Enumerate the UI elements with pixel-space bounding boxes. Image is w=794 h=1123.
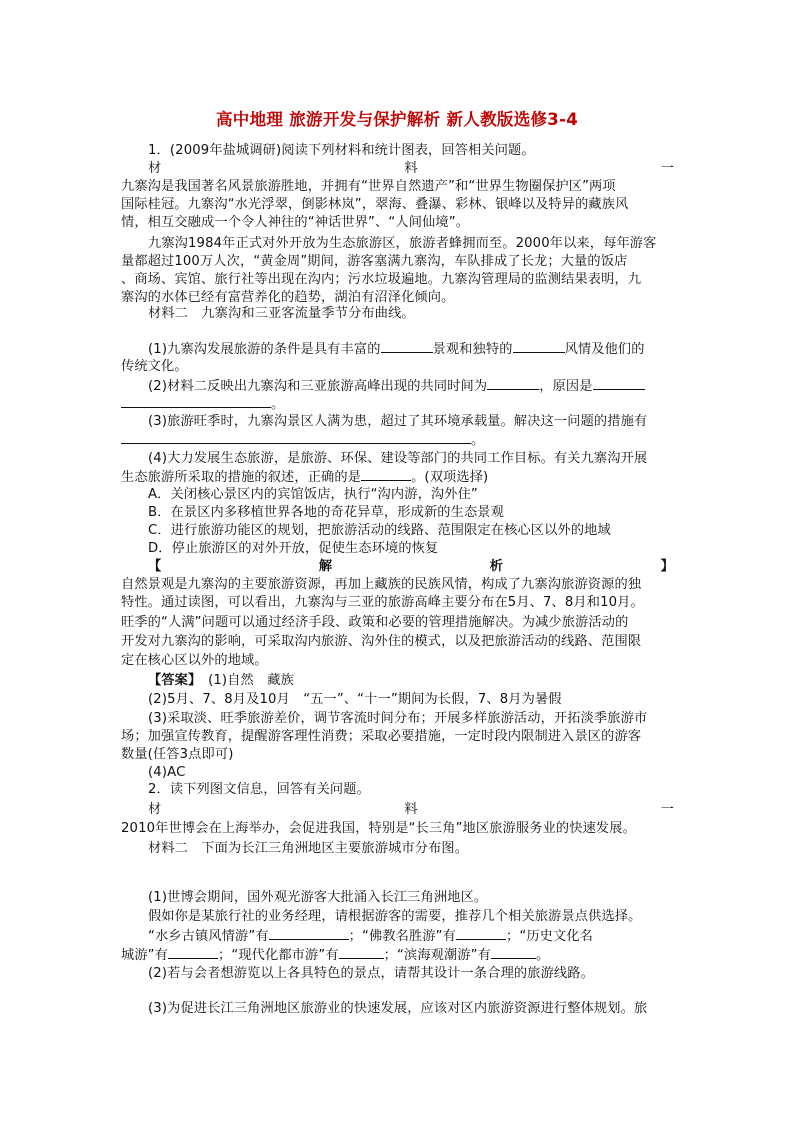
answer-blank [269, 927, 349, 940]
q2-intro: 2．读下列图文信息，回答有关问题。 [148, 782, 370, 797]
q1-material1-text: 九寨沟是我国著名风景旅游胜地，并拥有“世界自然遗产”和“世界生物圈保护区”两项 [121, 179, 616, 194]
q1-sub2-cont: 。 [121, 395, 674, 413]
q1-sub1: (1)九寨沟发展旅游的条件是具有丰富的 景观和独特的 风情及他们的 [148, 342, 645, 357]
answer-line-3: 数量(任答3点即可) [121, 747, 234, 762]
analysis-text: 定在核心区以外的地域。 [121, 653, 268, 668]
q2-material1-text: 2010年世博会在上海举办，会促进我国，特别是“长三角”地区旅游服务业的快速发展。 [121, 821, 636, 836]
answer-blank [361, 468, 411, 481]
analysis-label: 【 解 析 】 [148, 559, 674, 574]
page-title: 高中地理 旅游开发与保护解析 新人教版选修3-4 [216, 110, 578, 129]
answer-line-1: 【答案】 (1)自然 藏族 [148, 673, 294, 688]
q2-sub1: (1)世博会期间，国外观光游客大批涌入长江三角洲地区。 [148, 890, 488, 905]
answer-blank [487, 377, 539, 390]
q1-material1-text: 情，相互交融成一个令人神往的“神话世界”、“人间仙境”。 [121, 215, 470, 230]
answer-blank [168, 946, 218, 959]
q2-sub1-blanks: “水乡古镇风情游”有 ；“佛教名胜游”有 ；“历史文化名 [148, 929, 594, 944]
analysis-text: 开发对九寨沟的影响，可采取沟内旅游、沟外住的模式，以及把旅游活动的线路、范围限 [121, 634, 642, 649]
analysis-text: 特性。通过读图，可以看出，九寨沟与三亚的旅游高峰主要分布在5月、7、8月和10月。 [121, 595, 644, 610]
q1-material1-label: 材 料 一 [148, 161, 674, 176]
q1-material1-para2: 量都超过100万人次，“黄金周”期间，游客塞满九寨沟，车队排成了长龙；大量的饭店 [121, 254, 628, 269]
answer-label: 【答案】 [148, 673, 195, 688]
q1-sub1-cont: 传统文化。 [121, 359, 188, 374]
q1-material1-text: 国际桂冠。九寨沟“水光浮翠，倒影林岚”，翠海、叠瀑、彩林、银峰以及特异的藏族风 [121, 197, 629, 212]
q1-intro: 1．(2009年盐城调研)阅读下列材料和统计图表，回答相关问题。 [148, 143, 535, 158]
answer-line-2: (2)5月、7、8月及10月 “五一”、“十一”期间为长假，7、8月为暑假 [148, 692, 562, 707]
answer-blank [381, 340, 433, 353]
answer-blank [593, 377, 645, 390]
analysis-text: 自然景观是九寨沟的主要旅游资源，再加上藏族的民族风情，构成了九寨沟旅游资源的独 [121, 577, 642, 592]
answer-line-4: (4)AC [148, 765, 186, 780]
q1-option-c: C．进行旅游功能区的规划，把旅游活动的线路、范围限定在核心区以外的地域 [148, 523, 611, 538]
answer-blank [491, 946, 536, 959]
q2-sub3: (3)为促进长江三角洲地区旅游业的快速发展，应该对区内旅游资源进行整体规划。旅 [148, 1001, 648, 1016]
answer-blank [513, 340, 565, 353]
answer-blank [456, 927, 506, 940]
answer-blank [121, 395, 271, 408]
analysis-text: 旺季的“人满”问题可以通过经济手段、政策和必要的管理措施解决。为减少旅游活动的 [121, 615, 629, 630]
q1-option-d: D．停止旅游区的对外开放，促使生态环境的恢复 [148, 541, 439, 556]
q2-sub1-blanks: 城游”有 ；“现代化都市游”有 ；“滨海观潮游”有 。 [121, 948, 550, 963]
q2-sub1-cont: 假如你是某旅行社的业务经理，请根据游客的需要，推荐几个相关旅游景点供选择。 [148, 909, 642, 924]
q1-sub3: (3)旅游旺季时，九寨沟景区人满为患，超过了其环境承载量。解决这一问题的措施有 [148, 414, 648, 429]
q2-material2: 材料二 下面为长江三角洲地区主要旅游城市分布图。 [148, 841, 469, 856]
q1-sub2: (2)材料二反映出九寨沟和三亚旅游高峰出现的共同时间为 ，原因是 [148, 377, 674, 395]
answer-blank [121, 431, 471, 444]
answer-blank [339, 946, 384, 959]
q2-material1-label: 材 料 一 [148, 802, 674, 817]
q1-material1-para2: 寨沟的水体已经有富营养化的趋势，湖泊有沼泽化倾向。 [121, 290, 455, 305]
answer-line-3: (3)采取淡、旺季旅游差价，调节客流时间分布；开展多样旅游活动，开拓淡季旅游市 [148, 711, 648, 726]
q1-option-a: A．关闭核心景区内的宾馆饭店，执行“沟内游，沟外住” [148, 487, 478, 502]
q1-material1-para2: 九寨沟1984年正式对外开放为生态旅游区，旅游者蜂拥而至。2000年以来，每年游客 [148, 236, 657, 251]
q1-option-b: B．在景区内多移植世界各地的奇花异草，形成新的生态景观 [148, 505, 504, 520]
answer-line-3: 场；加强宣传教育，提醒游客理性消费；采取必要措施，一定时段内限制进入景区的游客 [121, 729, 642, 744]
q1-sub4-cont: 生态旅游所采取的措施的叙述，正确的是 。(双项选择) [121, 470, 489, 485]
q2-sub2: (2)若与会者想游览以上各具特色的景点，请帮其设计一条合理的旅游线路。 [148, 966, 594, 981]
q1-material1-para2: 、商场、宾馆、旅行社等出现在沟内；污水垃圾遍地。九寨沟管理局的监测结果表明，九 [121, 272, 642, 287]
q1-material2: 材料二 九寨沟和三亚客流量季节分布曲线。 [148, 306, 415, 321]
q1-sub4: (4)大力发展生态旅游，是旅游、环保、建设等部门的共同工作目标。有关九寨沟开展 [148, 451, 648, 466]
q1-sub3-cont: 。 [121, 431, 674, 449]
